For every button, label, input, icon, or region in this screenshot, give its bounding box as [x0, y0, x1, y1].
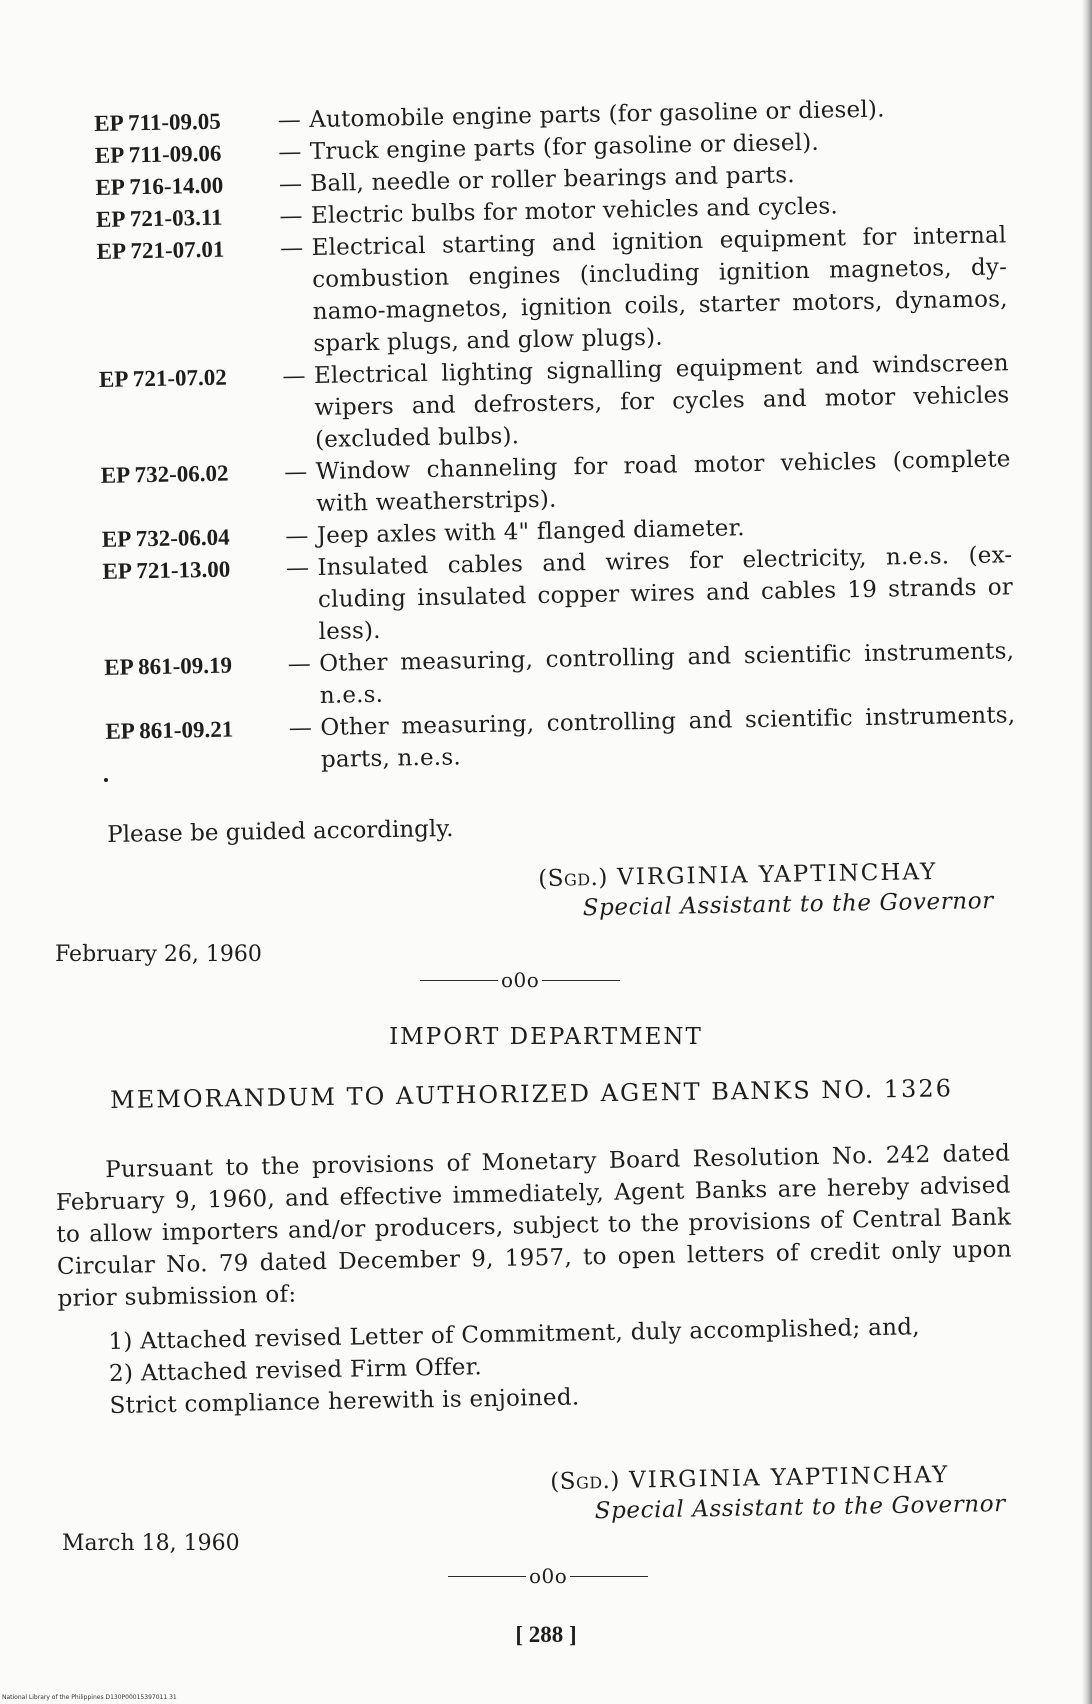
commodity-entry — [96, 219, 1008, 364]
memo-body — [55, 1137, 1015, 1422]
signature-block — [550, 1461, 1006, 1525]
commodity-description: Ball, needle or roller bearings and parts. — [310, 162, 795, 198]
memo-title: MEMORANDUM TO AUTHORIZED AGENT BANKS NO. 1326 — [110, 1074, 954, 1114]
commodity-code: EP 861-09.21 — [105, 716, 234, 744]
commodity-entry — [102, 539, 1014, 652]
entry-dash: — — [282, 363, 306, 390]
commodity-description: Insulated cables and wires for electricity, n.e.s. (ex- cluding insulated copper wires and cables 19 strands or less). — [317, 542, 1014, 645]
memo-item: 1) Attached revised Letter of Commitment, duly accomplished; and, — [108, 1314, 921, 1356]
separator-line — [448, 1576, 526, 1577]
signatory-name: VIRGINIA YAPTINCHAY — [628, 1462, 950, 1494]
entry-dash: — — [285, 523, 309, 550]
entry-dash: — — [277, 107, 301, 134]
separator-line — [542, 980, 620, 981]
section-separator — [448, 1564, 648, 1588]
commodity-description: Jeep axles with 4" flanged diameter. — [316, 515, 746, 549]
commodity-description: Electric bulbs for motor vehicles and cycles. — [310, 193, 839, 230]
scan-edge-shadow — [1082, 0, 1092, 1704]
commodity-description: Automobile engine parts (for gasoline or diesel). — [309, 96, 885, 134]
commodity-code: EP 732-06.04 — [101, 524, 230, 552]
commodity-description: Other measuring, controlling and scientific instruments, parts, n.e.s. — [320, 702, 1016, 773]
memo-paragraph: Pursuant to the provisions of Monetary Board Resolution No. 242 dated February 9, 1960, and effective immediately, Agent Banks are hereby advised to allow importers and/or producers, subject to the provisions of Central Bank Circular No. 79 dated December 9, 1957, to open letters of credit only upon prior submission of: — [55, 1140, 1013, 1312]
signatory-name-line — [550, 1461, 1005, 1495]
entry-dash: — — [283, 459, 308, 486]
entry-dash: — — [279, 203, 303, 230]
memo-date: March 18, 1960 — [62, 1531, 240, 1556]
memo-item: 2) Attached revised Firm Offer. — [108, 1354, 483, 1388]
page-number: [ 288 ] — [515, 1622, 577, 1647]
section-separator — [420, 968, 620, 992]
signatory-title: Special Assistant to the Governor — [582, 888, 994, 922]
commodity-description: Window channeling for road motor vehicles (complete with weatherstrips). — [315, 446, 1011, 517]
separator-mark: o0o — [529, 1564, 568, 1588]
commodity-code: EP 721-13.00 — [102, 556, 231, 584]
commodity-description: Truck engine parts (for gasoline or diesel). — [309, 129, 820, 166]
library-footer-note: National Library of the Philippines D130P00015397011 31 — [2, 1694, 177, 1701]
commodity-code: EP 721-07.02 — [98, 364, 227, 392]
commodity-code: EP 711-09.05 — [94, 108, 222, 136]
signed-prefix: (Sgd.) — [550, 1467, 621, 1495]
entry-dash: — — [278, 139, 302, 166]
memo-date: February 26, 1960 — [55, 942, 262, 967]
signatory-name: VIRGINIA YAPTINCHAY — [616, 859, 938, 891]
entry-dash: — — [287, 651, 311, 678]
separator-mark: o0o — [501, 968, 540, 992]
entry-dash: — — [285, 555, 310, 582]
commodity-code: EP 711-09.06 — [94, 140, 222, 168]
commodity-description: Electrical lighting signalling equipment and windscreen wipers and defrosters, for cycles and motor vehicles (excluded bulbs). — [313, 350, 1010, 454]
separator-line — [570, 1576, 648, 1577]
entry-dash: — — [278, 171, 303, 198]
commodity-description: Other measuring, controlling and scientific instruments, n.e.s. — [318, 638, 1015, 709]
commodity-code: EP 732-06.02 — [100, 460, 229, 488]
closing-line: Please be guided accordingly. — [107, 815, 454, 848]
signatory-name-line — [538, 858, 993, 892]
memo-closing: Strict compliance herewith is enjoined. — [109, 1384, 580, 1420]
commodity-code: EP 716-14.00 — [95, 172, 224, 200]
commodity-description: Electrical starting and ignition equipment for internal combustion engines (including ignition magnetos, dy- namo-magnetos, ignition coils, starter motors, dynamos, spark plugs, and glow plugs). — [311, 222, 1008, 358]
commodity-list — [94, 91, 1016, 780]
stray-dot-mark — [104, 778, 108, 782]
department-heading: IMPORT DEPARTMENT — [389, 1024, 703, 1050]
entry-dash: — — [279, 235, 304, 262]
signed-prefix: (Sgd.) — [538, 864, 609, 892]
commodity-code: EP 721-03.11 — [95, 204, 223, 232]
commodity-entry — [99, 347, 1011, 460]
entry-dash: — — [288, 715, 313, 742]
signature-block — [538, 858, 994, 922]
signatory-title: Special Assistant to the Governor — [594, 1491, 1006, 1525]
commodity-code: EP 721-07.01 — [96, 236, 225, 264]
commodity-code: EP 861-09.19 — [104, 652, 233, 680]
separator-line — [420, 980, 498, 981]
